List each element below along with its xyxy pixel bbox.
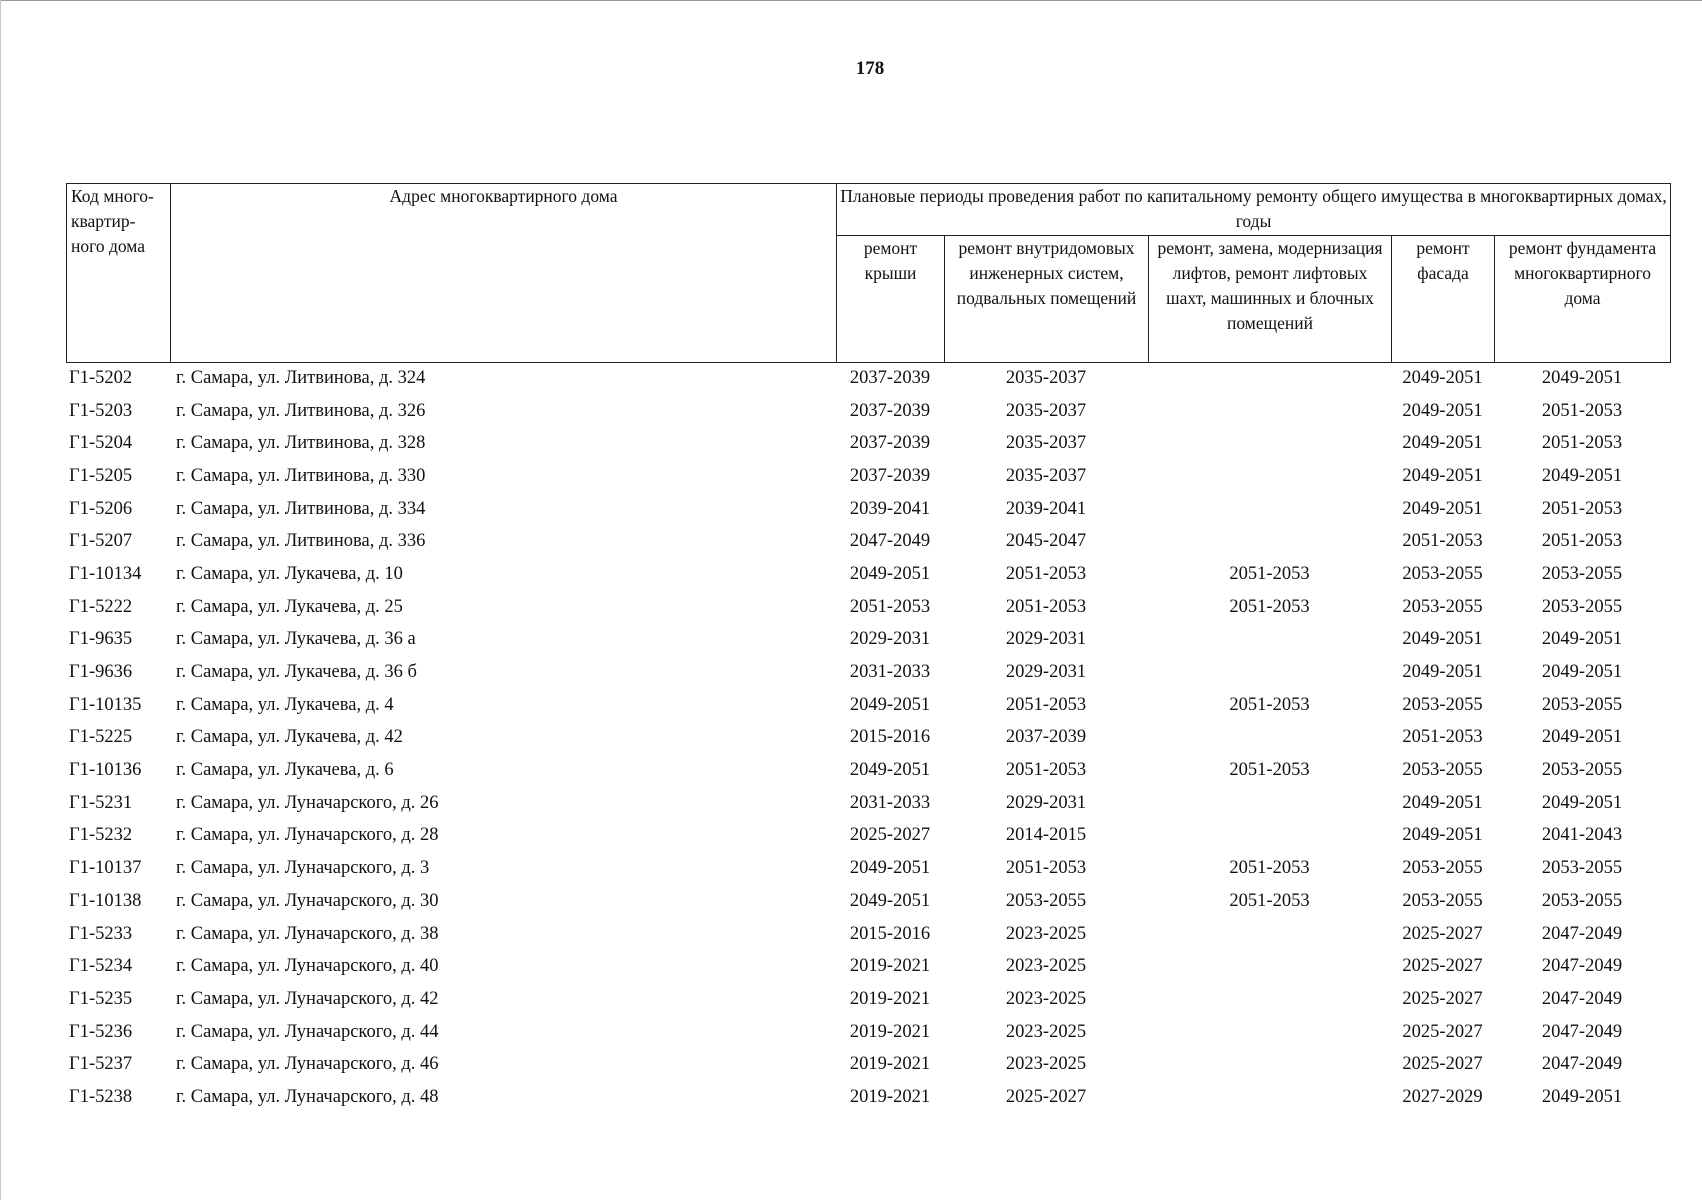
- cell-code: Г1-10137: [69, 858, 142, 879]
- cell-elevators: [1148, 656, 1391, 689]
- table-row: [66, 493, 1670, 526]
- cell-code: Г1-5236: [69, 1021, 133, 1042]
- cell-roof: 2025-2027: [849, 825, 931, 846]
- cell-roof: 2039-2041: [849, 498, 931, 519]
- cell-code: Г1-5235: [69, 988, 133, 1009]
- cell-elevators: 2051-2053: [1229, 760, 1310, 781]
- cell-roof: 2049-2051: [849, 760, 931, 781]
- cell-foundation: 2049-2051: [1541, 1086, 1623, 1107]
- cell-elevators: [1148, 950, 1391, 983]
- cell-code: Г1-5238: [69, 1086, 133, 1107]
- cell-roof: 2019-2021: [849, 1054, 931, 1075]
- cell-facade: 2053-2055: [1402, 858, 1483, 879]
- cell-elevators: 2051-2053: [1229, 596, 1310, 617]
- cell-elevators: [1148, 493, 1391, 526]
- cell-engineering: 2035-2037: [1005, 367, 1087, 388]
- cell-address: г. Самара, ул. Луначарского, д. 38: [176, 923, 439, 944]
- cell-code: Г1-5232: [69, 825, 133, 846]
- cell-roof: 2019-2021: [849, 1086, 931, 1107]
- cell-code: Г1-10138: [69, 890, 142, 911]
- table-row: [66, 754, 1670, 787]
- cell-roof: 2049-2051: [849, 563, 931, 584]
- cell-code: Г1-5205: [69, 465, 133, 486]
- data-table: [66, 362, 1670, 1114]
- cell-address: г. Самара, ул. Луначарского, д. 30: [176, 890, 439, 911]
- cell-elevators: [1148, 427, 1391, 460]
- cell-facade: 2053-2055: [1402, 596, 1483, 617]
- cell-elevators: [1148, 787, 1391, 820]
- table-row: [66, 1048, 1670, 1081]
- table-row: [66, 624, 1670, 657]
- cell-roof: 2031-2033: [849, 662, 931, 683]
- cell-roof: 2019-2021: [849, 956, 931, 977]
- header-facade: ремонт фасада: [1392, 236, 1495, 363]
- cell-address: г. Самара, ул. Луначарского, д. 44: [176, 1021, 439, 1042]
- cell-elevators: 2051-2053: [1229, 563, 1310, 584]
- table-row: [66, 722, 1670, 755]
- cell-code: Г1-5231: [69, 792, 133, 813]
- cell-code: Г1-10134: [69, 563, 142, 584]
- cell-facade: 2049-2051: [1402, 792, 1483, 813]
- cell-engineering: 2051-2053: [1005, 760, 1087, 781]
- table-row: [66, 689, 1670, 722]
- cell-foundation: 2047-2049: [1541, 988, 1623, 1009]
- cell-facade: 2049-2051: [1402, 465, 1483, 486]
- header-address: Адрес многоквартирного дома: [171, 184, 837, 363]
- cell-foundation: 2049-2051: [1541, 727, 1623, 748]
- cell-elevators: 2051-2053: [1229, 890, 1310, 911]
- cell-engineering: 2025-2027: [1005, 1086, 1087, 1107]
- cell-engineering: 2023-2025: [1005, 1054, 1087, 1075]
- cell-roof: 2015-2016: [849, 727, 931, 748]
- cell-foundation: 2047-2049: [1541, 956, 1623, 977]
- cell-foundation: 2049-2051: [1541, 629, 1623, 650]
- cell-code: Г1-9636: [69, 662, 133, 683]
- table-header: [66, 183, 1671, 363]
- cell-code: Г1-5233: [69, 923, 133, 944]
- cell-foundation: 2053-2055: [1541, 694, 1623, 715]
- table-row: [66, 1081, 1670, 1114]
- header-periods-group: Плановые периоды проведения работ по капитальному ремонту общего имущества в многоквартирных домах, годы: [837, 184, 1671, 236]
- cell-roof: 2031-2033: [849, 792, 931, 813]
- cell-foundation: 2047-2049: [1541, 1054, 1623, 1075]
- cell-elevators: [1148, 918, 1391, 951]
- cell-roof: 2047-2049: [849, 531, 931, 552]
- page-number: 178: [855, 58, 885, 79]
- cell-roof: 2049-2051: [849, 858, 931, 879]
- cell-facade: 2049-2051: [1402, 367, 1483, 388]
- cell-engineering: 2023-2025: [1005, 988, 1087, 1009]
- cell-engineering: 2045-2047: [1005, 531, 1087, 552]
- cell-elevators: [1148, 460, 1391, 493]
- table-row: [66, 885, 1670, 918]
- table-row: [66, 525, 1670, 558]
- table-row: [66, 362, 1670, 395]
- cell-facade: 2053-2055: [1402, 760, 1483, 781]
- cell-engineering: 2023-2025: [1005, 923, 1087, 944]
- cell-roof: 2037-2039: [849, 400, 931, 421]
- cell-facade: 2025-2027: [1402, 923, 1483, 944]
- cell-address: г. Самара, ул. Лукачева, д. 36 а: [176, 629, 416, 650]
- cell-roof: 2051-2053: [849, 596, 931, 617]
- cell-facade: 2025-2027: [1402, 1021, 1483, 1042]
- cell-code: Г1-10135: [69, 694, 142, 715]
- cell-facade: 2053-2055: [1402, 694, 1483, 715]
- cell-foundation: 2051-2053: [1541, 400, 1623, 421]
- cell-engineering: 2035-2037: [1005, 400, 1087, 421]
- cell-elevators: [1148, 1016, 1391, 1049]
- table-row: [66, 558, 1670, 591]
- cell-elevators: [1148, 983, 1391, 1016]
- scan-edge-top: [0, 0, 1702, 1]
- cell-elevators: [1148, 624, 1391, 657]
- table-row: [66, 395, 1670, 428]
- cell-facade: 2051-2053: [1402, 727, 1483, 748]
- cell-address: г. Самара, ул. Литвинова, д. 326: [176, 400, 426, 421]
- cell-facade: 2051-2053: [1402, 531, 1483, 552]
- cell-address: г. Самара, ул. Лукачева, д. 42: [176, 727, 403, 748]
- cell-foundation: 2053-2055: [1541, 596, 1623, 617]
- table-row: [66, 983, 1670, 1016]
- cell-facade: 2049-2051: [1402, 400, 1483, 421]
- cell-facade: 2049-2051: [1402, 629, 1483, 650]
- cell-address: г. Самара, ул. Луначарского, д. 42: [176, 988, 439, 1009]
- cell-address: г. Самара, ул. Луначарского, д. 46: [176, 1054, 439, 1075]
- cell-code: Г1-5207: [69, 531, 133, 552]
- table-body: [66, 362, 1670, 1114]
- cell-roof: 2037-2039: [849, 465, 931, 486]
- cell-foundation: 2051-2053: [1541, 531, 1623, 552]
- cell-elevators: [1148, 362, 1391, 395]
- cell-facade: 2025-2027: [1402, 988, 1483, 1009]
- cell-engineering: 2051-2053: [1005, 858, 1087, 879]
- cell-address: г. Самара, ул. Лукачева, д. 10: [176, 563, 403, 584]
- cell-elevators: 2051-2053: [1229, 858, 1310, 879]
- cell-facade: 2049-2051: [1402, 662, 1483, 683]
- cell-address: г. Самара, ул. Луначарского, д. 3: [176, 858, 430, 879]
- cell-roof: 2015-2016: [849, 923, 931, 944]
- cell-roof: 2029-2031: [849, 629, 931, 650]
- cell-foundation: 2049-2051: [1541, 367, 1623, 388]
- cell-engineering: 2051-2053: [1005, 563, 1087, 584]
- cell-elevators: [1148, 1048, 1391, 1081]
- table-row: [66, 460, 1670, 493]
- cell-code: Г1-10136: [69, 760, 142, 781]
- cell-code: Г1-5204: [69, 433, 133, 454]
- table-row: [66, 656, 1670, 689]
- header-roof: ремонт крыши: [837, 236, 945, 363]
- cell-foundation: 2051-2053: [1541, 498, 1623, 519]
- cell-code: Г1-9635: [69, 629, 133, 650]
- cell-elevators: [1148, 1081, 1391, 1114]
- cell-code: Г1-5222: [69, 596, 133, 617]
- cell-facade: 2049-2051: [1402, 498, 1483, 519]
- cell-engineering: 2039-2041: [1005, 498, 1087, 519]
- cell-foundation: 2053-2055: [1541, 563, 1623, 584]
- cell-facade: 2053-2055: [1402, 890, 1483, 911]
- scan-edge-left: [0, 0, 1, 1200]
- cell-elevators: [1148, 525, 1391, 558]
- cell-engineering: 2051-2053: [1005, 694, 1087, 715]
- cell-engineering: 2029-2031: [1005, 792, 1087, 813]
- cell-roof: 2049-2051: [849, 694, 931, 715]
- cell-foundation: 2049-2051: [1541, 465, 1623, 486]
- cell-foundation: 2047-2049: [1541, 1021, 1623, 1042]
- cell-facade: 2053-2055: [1402, 563, 1483, 584]
- cell-roof: 2019-2021: [849, 1021, 931, 1042]
- cell-foundation: 2041-2043: [1541, 825, 1623, 846]
- cell-code: Г1-5225: [69, 727, 133, 748]
- cell-roof: 2037-2039: [849, 433, 931, 454]
- table-row: [66, 852, 1670, 885]
- cell-address: г. Самара, ул. Луначарского, д. 48: [176, 1086, 439, 1107]
- header-engineering: ремонт внутридомовых инженерных систем, подвальных помещений: [945, 236, 1149, 363]
- cell-address: г. Самара, ул. Лукачева, д. 6: [176, 760, 394, 781]
- cell-elevators: [1148, 395, 1391, 428]
- table-row: [66, 787, 1670, 820]
- cell-roof: 2019-2021: [849, 988, 931, 1009]
- cell-engineering: 2035-2037: [1005, 465, 1087, 486]
- table-row: [66, 950, 1670, 983]
- table-row: [66, 1016, 1670, 1049]
- cell-address: г. Самара, ул. Луначарского, д. 26: [176, 792, 439, 813]
- cell-engineering: 2051-2053: [1005, 596, 1087, 617]
- cell-elevators: [1148, 820, 1391, 853]
- cell-address: г. Самара, ул. Луначарского, д. 28: [176, 825, 439, 846]
- cell-engineering: 2023-2025: [1005, 956, 1087, 977]
- cell-roof: 2049-2051: [849, 890, 931, 911]
- cell-engineering: 2029-2031: [1005, 662, 1087, 683]
- table-row: [66, 591, 1670, 624]
- header-code: Код много-квартир-ного дома: [67, 184, 171, 363]
- cell-foundation: 2049-2051: [1541, 792, 1623, 813]
- cell-address: г. Самара, ул. Лукачева, д. 4: [176, 694, 394, 715]
- cell-code: Г1-5203: [69, 400, 133, 421]
- cell-facade: 2025-2027: [1402, 1054, 1483, 1075]
- cell-code: Г1-5234: [69, 956, 133, 977]
- cell-engineering: 2014-2015: [1005, 825, 1087, 846]
- cell-engineering: 2037-2039: [1005, 727, 1087, 748]
- cell-roof: 2037-2039: [849, 367, 931, 388]
- cell-address: г. Самара, ул. Лукачева, д. 36 б: [176, 662, 417, 683]
- header-elevators: ремонт, замена, модернизация лифтов, ремонт лифтовых шахт, машинных и блочных помещений: [1149, 236, 1392, 363]
- cell-engineering: 2029-2031: [1005, 629, 1087, 650]
- cell-engineering: 2053-2055: [1005, 890, 1087, 911]
- cell-engineering: 2023-2025: [1005, 1021, 1087, 1042]
- cell-code: Г1-5202: [69, 367, 133, 388]
- cell-code: Г1-5206: [69, 498, 133, 519]
- cell-foundation: 2053-2055: [1541, 858, 1623, 879]
- table-row: [66, 427, 1670, 460]
- cell-facade: 2027-2029: [1402, 1086, 1483, 1107]
- cell-address: г. Самара, ул. Луначарского, д. 40: [176, 956, 439, 977]
- cell-facade: 2025-2027: [1402, 956, 1483, 977]
- cell-address: г. Самара, ул. Литвинова, д. 336: [176, 531, 426, 552]
- cell-address: г. Самара, ул. Литвинова, д. 328: [176, 433, 426, 454]
- cell-address: г. Самара, ул. Литвинова, д. 330: [176, 465, 426, 486]
- cell-foundation: 2053-2055: [1541, 890, 1623, 911]
- table-row: [66, 918, 1670, 951]
- cell-foundation: 2049-2051: [1541, 662, 1623, 683]
- cell-address: г. Самара, ул. Литвинова, д. 324: [176, 367, 426, 388]
- header-foundation: ремонт фундамента многоквартирного дома: [1495, 236, 1671, 363]
- cell-facade: 2049-2051: [1402, 433, 1483, 454]
- cell-facade: 2049-2051: [1402, 825, 1483, 846]
- cell-address: г. Самара, ул. Лукачева, д. 25: [176, 596, 403, 617]
- cell-code: Г1-5237: [69, 1054, 133, 1075]
- cell-foundation: 2053-2055: [1541, 760, 1623, 781]
- cell-elevators: 2051-2053: [1229, 694, 1310, 715]
- cell-foundation: 2051-2053: [1541, 433, 1623, 454]
- table-row: [66, 820, 1670, 853]
- cell-address: г. Самара, ул. Литвинова, д. 334: [176, 498, 426, 519]
- cell-foundation: 2047-2049: [1541, 923, 1623, 944]
- cell-elevators: [1148, 722, 1391, 755]
- cell-engineering: 2035-2037: [1005, 433, 1087, 454]
